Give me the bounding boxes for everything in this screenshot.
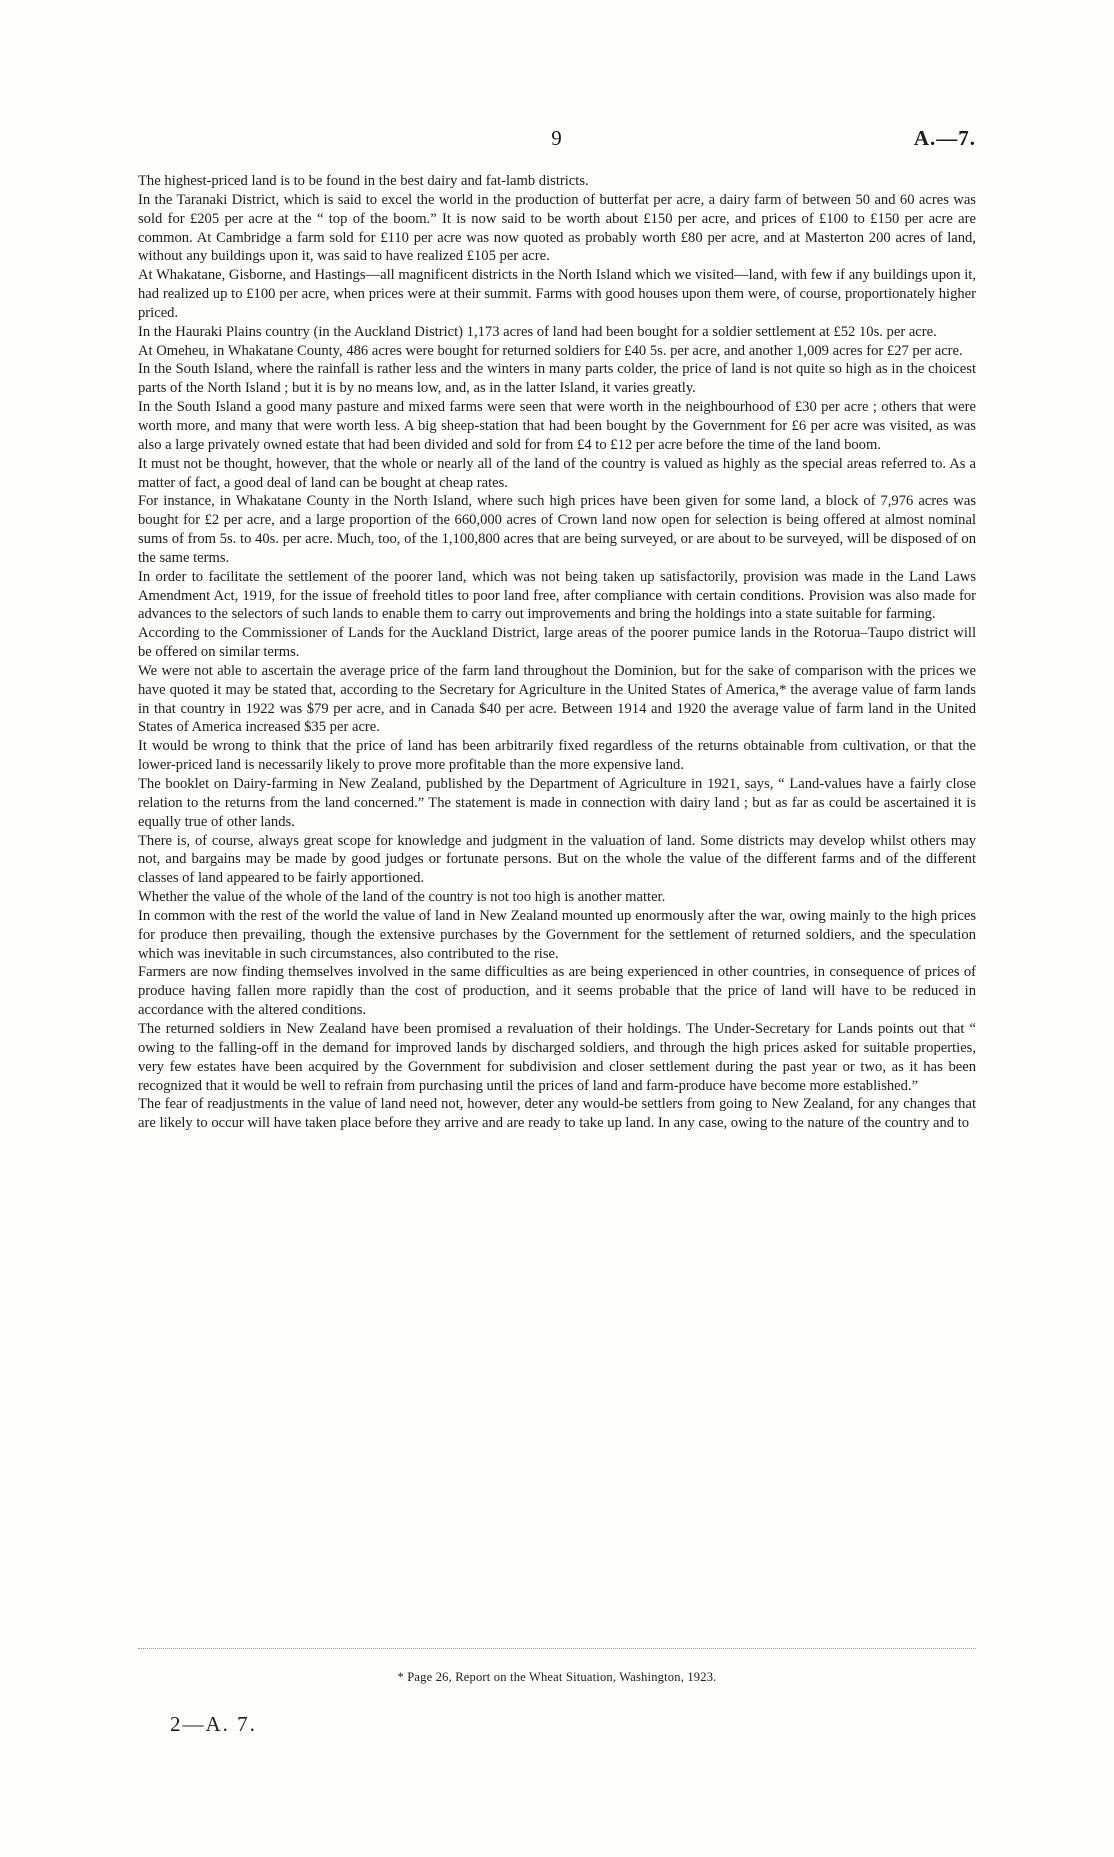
paragraph: At Whakatane, Gisborne, and Hastings—all magnificent districts in the North Island which we visited—land, with few if any buildings upon it, had realized up to £100 per acre, when prices were at their summit. Farms with good houses upon them were, of course, proportionately higher priced.: [138, 267, 976, 321]
paragraph: For instance, in Whakatane County in the North Island, where such high prices have been given for some land, a block of 7,976 acres was bought for £2 per acre, and a large proportion of the 660,000 acres of Crown land now open for selection is being offered at almost nominal sums of from 5s. to 40s. per acre. Much, too, of the 1,100,800 acres that are being surveyed, or are about to be surveyed, will be disposed of on the same terms.: [138, 493, 976, 566]
page-number: 9: [551, 126, 563, 150]
paragraph: The highest-priced land is to be found in the best dairy and fat-lamb districts.: [138, 173, 589, 189]
paragraph: In order to facilitate the settlement of the poorer land, which was not being taken up satisfactorily, provision was made in the Land Laws Amendment Act, 1919, for the issue of freehold titles to poor land free, after compliance with certain conditions. Provision was also made for advances to the selectors of such lands to enable them to carry out improvements and bring the holdings into a state suitable for farming.: [138, 568, 976, 623]
footnote: * Page 26, Report on the Wheat Situation, Washington, 1923.: [397, 1670, 717, 1684]
paragraph: At Omeheu, in Whakatane County, 486 acres were bought for returned soldiers for £40 5s. per acre, and another 1,009 acres for £27 per acre.: [138, 342, 963, 359]
paragraph: Whether the value of the whole of the land of the country is not too high is another matter.: [138, 889, 666, 906]
paragraph: In common with the rest of the world the value of land in New Zealand mounted up enormously after the war, owing mainly to the high prices for produce then prevailing, though the extensive purchases by the Government for the settlement of returned soldiers, and the speculation which was inevitable in such circumstances, also contributed to the rise.: [138, 907, 976, 962]
paragraph: It would be wrong to think that the price of land has been arbitrarily fixed regardless of the returns obtainable from cultivation, or that the lower-priced land is necessarily likely to prove more profitable than the more expensive land.: [138, 738, 976, 774]
paragraph: There is, of course, always great scope for knowledge and judgment in the valuation of land. Some districts may develop whilst others may not, and bargains may be made by good judges or fortunate persons. But on the whole the value of the different farms and of the different classes of land appeared to be fairly apportioned.: [138, 832, 976, 887]
paragraph: The booklet on Dairy-farming in New Zealand, published by the Department of Agriculture in 1921, says, “ Land-values have a fairly close relation to the returns from the land concerned.” The statement is made in connection with dairy land ; but as far as could be ascertained it is equally true of other lands.: [138, 776, 976, 830]
paragraph: In the Taranaki District, which is said to excel the world in the production of butterfat per acre, a dairy farm of between 50 and 60 acres was sold for £205 per acre at the “ top of the boom.” It is now said to be worth about £150 per acre, and prices of £100 to £150 per acre are common. At Cambridge a farm sold for £110 per acre was now quoted as probably worth £80 per acre, and at Masterton 200 acres of land, without any buildings upon it, was said to have realized £105 per acre.: [138, 191, 976, 265]
paper-reference: A.—7.: [913, 126, 976, 150]
body-text: [138, 172, 976, 1133]
paragraph: According to the Commissioner of Lands for the Auckland District, large areas of the poorer pumice lands in the Rotorua–Taupo district will be offered on similar terms.: [138, 625, 976, 661]
paragraph: It must not be thought, however, that the whole or nearly all of the land of the country is valued as highly as the special areas referred to. As a matter of fact, a good deal of land can be bought at cheap rates.: [138, 455, 976, 491]
paragraph: In the Hauraki Plains country (in the Auckland District) 1,173 acres of land had been bought for a soldier settlement at £52 10s. per acre.: [138, 323, 937, 340]
paragraph: In the South Island, where the rainfall is rather less and the winters in many parts colder, the price of land is not quite so high as in the choicest parts of the North Island ; but it is by no means low, and, as in the latter Island, it varies greatly.: [138, 361, 976, 397]
footnote-divider: [138, 1648, 976, 1649]
signature-mark: 2—A. 7.: [170, 1712, 257, 1736]
paragraph: In the South Island a good many pasture and mixed farms were seen that were worth in the neighbourhood of £30 per acre ; others that were worth more, and many that were worth less. A big sheep-station that had been bought by the Government for £6 per acre was visited, as was also a large privately owned estate that had been divided and sold for from £4 to £12 per acre before the time of the land boom.: [138, 399, 976, 453]
paragraph: We were not able to ascertain the average price of the farm land throughout the Dominion, but for the sake of comparison with the prices we have quoted it may be stated that, according to the Secretary for Agriculture in the United States of America,* the average value of farm lands in that country in 1922 was $79 per acre, and in Canada $40 per acre. Between 1914 and 1920 the average value of farm land in the United States of America increased $35 per acre.: [138, 662, 976, 736]
paragraph: The fear of readjustments in the value of land need not, however, deter any would-be settlers from going to New Zealand, for any changes that are likely to occur will have taken place before they arrive and are ready to take up land. In any case, owing to the nature of the country and to: [138, 1096, 976, 1132]
paragraph: The returned soldiers in New Zealand have been promised a revaluation of their holdings. The Under-Secretary for Lands points out that “ owing to the falling-off in the demand for improved lands by discharged soldiers, and through the high prices asked for suitable properties, very few estates have been acquired by the Government for subdivision and closer settlement during the past year or two, as it has been recognized that it would be well to refrain from purchasing until the prices of land and farm-produce have become more established.”: [138, 1020, 976, 1094]
paragraph: Farmers are now finding themselves involved in the same difficulties as are being experienced in other countries, in consequence of prices of produce having fallen more rapidly than the cost of production, and it seems probable that the price of land will have to be reduced in accordance with the altered conditions.: [138, 964, 976, 1019]
